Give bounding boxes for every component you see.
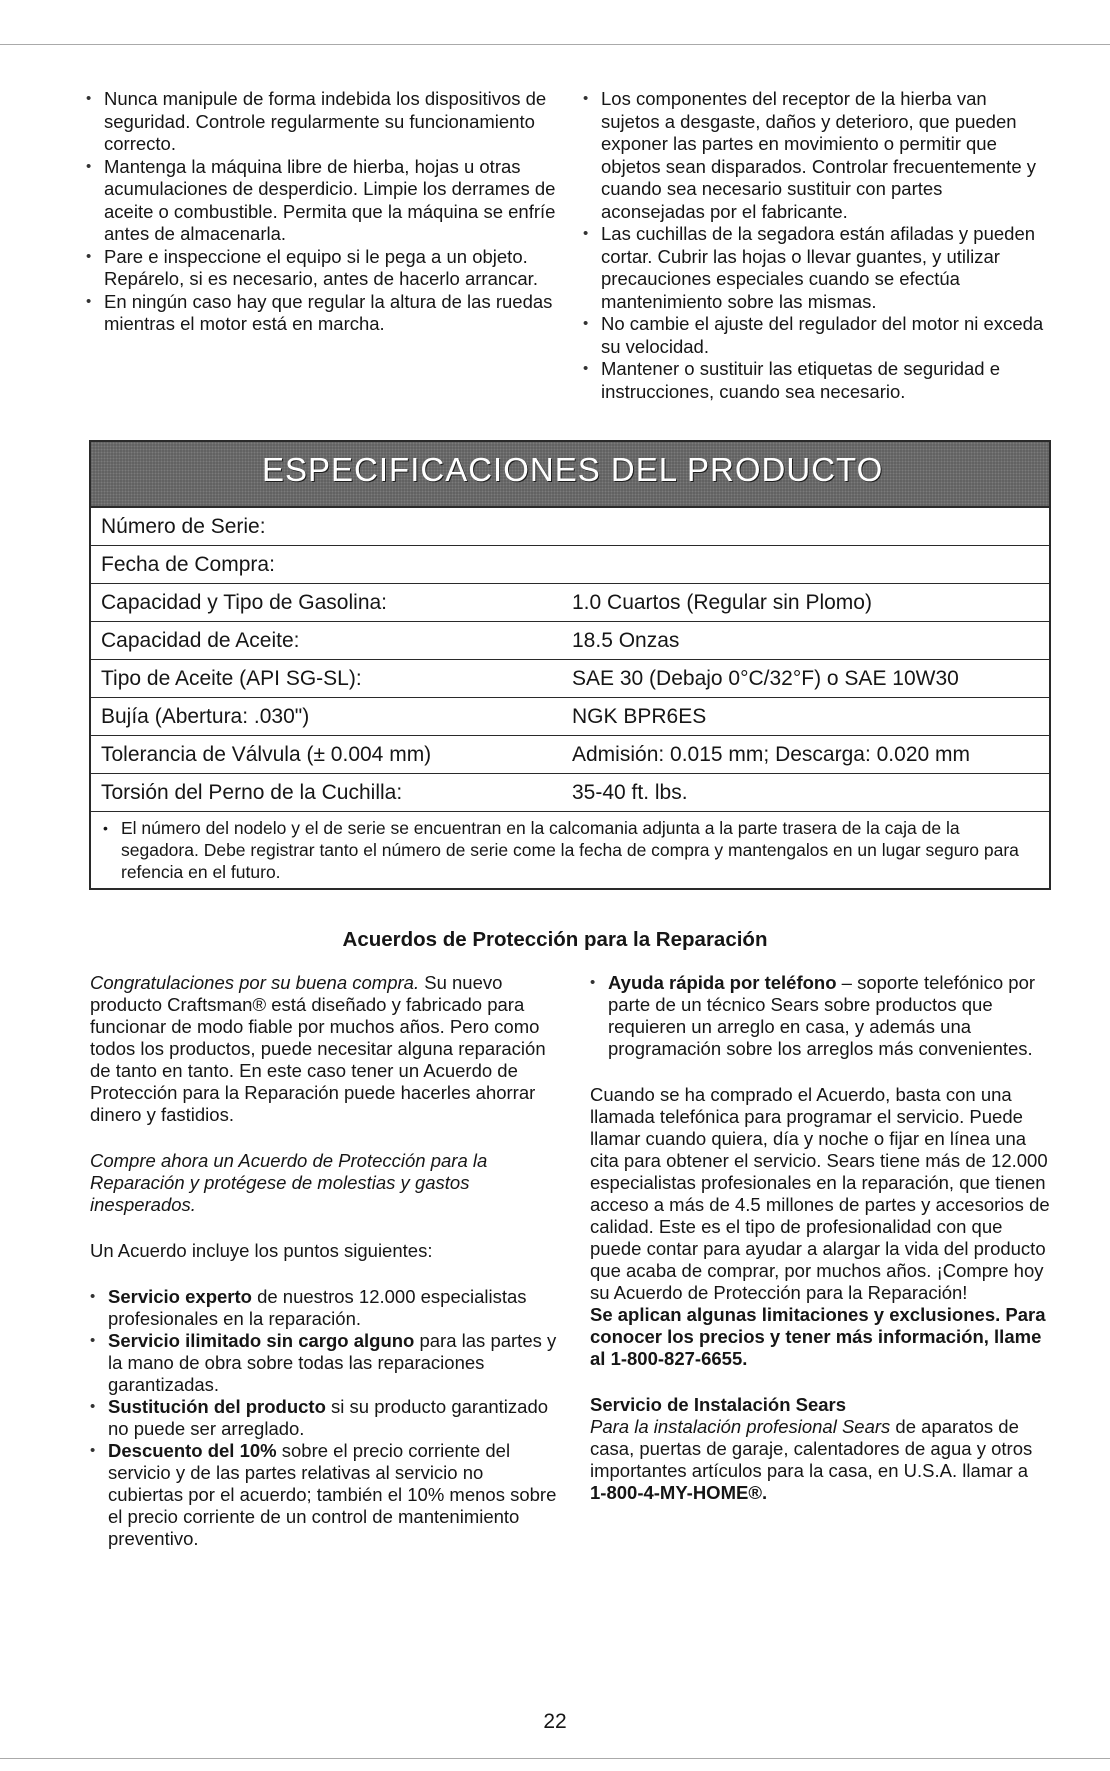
agreement-point — [590, 972, 1055, 1060]
repair-right-column — [590, 972, 1055, 1528]
point-bold: Sustitución del producto — [108, 1396, 326, 1417]
page-number: 22 — [543, 1710, 567, 1733]
spec-row-fuel — [91, 584, 1049, 622]
bottom-rule — [0, 1758, 1110, 1759]
spec-label: Número de Serie: — [101, 514, 266, 538]
safety-bullets-left — [86, 88, 556, 336]
after-purchase-paragraph: Cuando se ha comprado el Acuerdo, basta con una llamada telefónica para programar el servicio. Puede llamar cuando quiera, día y noche o fijar en línea una cita para obtener el servicio. Sears tiene más de 12.000 especialistas profesionales en la reparación, que tienen acceso a más de 4.5 millones de partes y accesorios de calidad. Este es el tipo de profesionalidad con que puede contar para ayudar a alargar la vida del producto que acaba de comprar, por muchos años. ¡Compre hoy su Acuerdo de Protección para la Reparación! — [590, 1084, 1050, 1303]
agreement-point — [90, 1286, 560, 1330]
point-bold: Servicio ilimitado sin cargo alguno — [108, 1330, 415, 1351]
spec-value: 18.5 Onzas — [572, 628, 680, 652]
safety-bullet: • Los componentes del receptor de la hierba van sujetos a desgaste, daños y deterioro, que pueden exponer las partes en movimiento o permitir que objetos sean disparados. Controlar frecuentemente y cuando sea necesario sustituir con partes aconsejadas por el fabricante. — [583, 88, 1048, 223]
spec-value: Admisión: 0.015 mm; Descarga: 0.020 mm — [572, 742, 970, 766]
specs-table — [89, 508, 1051, 890]
spec-row-valve-tolerance — [91, 736, 1049, 774]
point-bold: Ayuda rápida por teléfono — [608, 972, 837, 993]
spec-label: Capacidad y Tipo de Gasolina: — [101, 590, 388, 614]
install-paragraph — [590, 1416, 1055, 1504]
specs-header — [89, 440, 1051, 508]
spec-row-oil-capacity — [91, 622, 1049, 660]
point-text: si su producto garantizado no puede ser arreglado. — [108, 1396, 549, 1439]
safety-bullet: • No cambie el ajuste del regulador del motor ni exceda su velocidad. — [583, 313, 1048, 358]
spec-note: • El número del nodelo y el de serie se encuentran en la calcomania adjunta a la parte trasera de la caja de la segadora. Debe registrar tanto el número de serie come la fecha de compra y mantengalos en un lugar seguro para refencia en el futuro. — [91, 812, 1049, 890]
top-rule — [0, 44, 1110, 45]
agreement-point — [90, 1330, 560, 1396]
install-phone: 1-800-4-MY-HOME®. — [590, 1482, 768, 1503]
intro-paragraph — [90, 972, 560, 1126]
spec-value: 35-40 ft. lbs. — [572, 780, 688, 804]
buy-now-paragraph: Compre ahora un Acuerdo de Protección para la Reparación y protégese de molestias y gastos inesperados. — [90, 1150, 488, 1215]
agreement-points — [90, 1286, 560, 1550]
repair-left-column — [90, 972, 560, 1550]
spec-label: Torsión del Perno de la Cuchilla: — [101, 780, 403, 804]
safety-bullets-right — [583, 88, 1048, 403]
safety-bullet: • Mantenga la máquina libre de hierba, hojas u otras acumulaciones de desperdicio. Limpie los derrames de aceite o combustible. Permita que la máquina se enfríe antes de almacenarla. — [86, 156, 556, 246]
spec-row-serial — [91, 508, 1049, 546]
install-text: de aparatos de casa, puertas de garaje, calentadores de agua y otros importantes artículos para la casa, en U.S.A. llamar a — [590, 1416, 1033, 1481]
intro-text: Su nuevo producto Craftsman® está diseñado y fabricado para funcionar de modo fiable por muchos años. Pero como todos los productos, puede necesitar alguna reparación de tanto en tanto. En este caso tener un Acuerdo de Protección para la Reparación puede hacerles ahorrar dinero y fastidios. — [90, 972, 546, 1125]
includes-paragraph: Un Acuerdo incluye los puntos siguientes: — [90, 1240, 433, 1261]
agreement-point — [90, 1440, 560, 1550]
spec-label: Bujía (Abertura: .030") — [101, 704, 310, 728]
safety-bullet: • Nunca manipule de forma indebida los dispositivos de seguridad. Controle regularmente su funcionamiento correcto. — [86, 88, 556, 156]
safety-bullet: • Pare e inspeccione el equipo si le pega a un objeto. Repárelo, si es necesario, antes de hacerlo arrancar. — [86, 246, 556, 291]
point-text: para las partes y la mano de obra sobre todas las reparaciones garantizadas. — [108, 1330, 557, 1395]
spec-label: Fecha de Compra: — [101, 552, 275, 576]
limitations-paragraph: Se aplican algunas limitaciones y exclusiones. Para conocer los precios y tener más información, llame al 1-800-827-6655. — [590, 1304, 1046, 1369]
safety-bullet: • Las cuchillas de la segadora están afiladas y pueden cortar. Cubrir las hojas o llevar guantes, y utilizar precauciones especiales cuando se efectúa mantenimiento sobre las mismas. — [583, 223, 1048, 313]
spec-value: NGK BPR6ES — [572, 704, 707, 728]
intro-italic: Congratulaciones por su buena compra. — [90, 972, 420, 993]
spec-row-purchase-date — [91, 546, 1049, 584]
point-bold: Descuento del 10% — [108, 1440, 277, 1461]
safety-bullet: • En ningún caso hay que regular la altura de las ruedas mientras el motor está en marcha. — [86, 291, 556, 336]
spec-value: 1.0 Cuartos (Regular sin Plomo) — [572, 590, 872, 614]
spec-value: SAE 30 (Debajo 0°C/32°F) o SAE 10W30 — [572, 666, 959, 690]
spec-label: Tolerancia de Válvula (± 0.004 mm) — [101, 742, 432, 766]
point-text: sobre el precio corriente del servicio y de las partes relativas al servicio no cubiertas por el acuerdo; también el 10% menos sobre el precio corriente de un control de mantenimiento preventivo. — [108, 1440, 557, 1549]
point-bold: Servicio experto — [108, 1286, 252, 1307]
point-text: – soporte telefónico por parte de un técnico Sears sobre productos que requieren un arreglo en casa, y además una programación sobre los arreglos más convenientes. — [608, 972, 1036, 1059]
install-heading — [590, 1394, 1055, 1416]
install-title: Servicio de Instalación Sears — [590, 1394, 847, 1415]
spec-row-blade-torque — [91, 774, 1049, 812]
agreement-points-continued — [590, 972, 1055, 1060]
spec-label: Capacidad de Aceite: — [101, 628, 300, 652]
spec-row-oil-type — [91, 660, 1049, 698]
install-italic: Para la instalación profesional Sears — [590, 1416, 891, 1437]
spec-label: Tipo de Aceite (API SG-SL): — [101, 666, 362, 690]
section-title: Acuerdos de Protección para la Reparación — [342, 928, 768, 951]
specs-title: ESPECIFICACIONES DEL PRODUCTO — [262, 451, 884, 488]
agreement-point — [90, 1396, 560, 1440]
safety-bullet: • Mantener o sustituir las etiquetas de seguridad e instrucciones, cuando sea necesario. — [583, 358, 1048, 403]
spec-row-spark-plug — [91, 698, 1049, 736]
point-text: de nuestros 12.000 especialistas profesionales en la reparación. — [108, 1286, 527, 1329]
